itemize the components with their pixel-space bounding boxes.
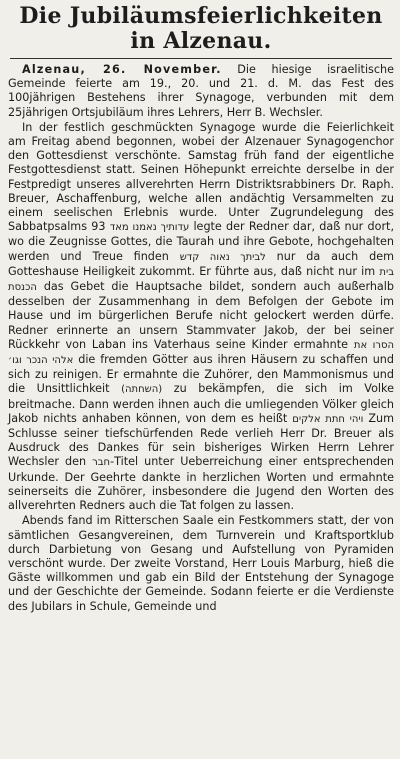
hebrew-quote: עדותיך נאמנו מאד [109, 222, 190, 234]
paragraph-text: Zum Schlusse seiner tiefschürfenden Rede verlieh Herr Dr. Breuer als Ausdruck des Dankes für sein bisheriges Wirken Herrn Lehrer Wechsler den [8, 411, 394, 469]
paragraph-text: legte der Redner dar, daß nur dort, wo die Zeugnisse Gottes, die Taurah und ihre Gebote, hochgehalten werden und Treue finden [8, 220, 395, 263]
hebrew-quote: ויהי חתת אלקים [292, 413, 364, 425]
hebrew-quote: בית הכנסת [8, 266, 394, 294]
article-headline [8, 4, 394, 54]
paragraph-text: In der festlich geschmückten Synagoge wurde die Feierlichkeit am Freitag abend begonnen, wobei der Alzenauer Synagogenchor den Gottesdienst verschönte. Samstag früh fand der eigentliche Festgottesdienst statt. Seinen Höhepunkt erreichte derselbe in der Festpredigt unseres allverehrten Herrn Distriktsrabbiners Dr. Raph. Breuer, Aschaffenburg, welche allen andächtig Versammelten zu einem seelischen Erlebnis wurde. Unter Zugrundelegung des Sabbatpsalms 93 [8, 120, 394, 234]
article-paragraph-3 [8, 514, 394, 613]
hebrew-quote: לביתך נאוה קדש [179, 251, 266, 263]
paragraph-text: nur da auch dem Gotteshause Heiligkeit zukommt. Er führte aus, daß nicht nur im [8, 249, 394, 278]
hebrew-quote: הסרו את אלהי הנכר וגו׳ [8, 339, 395, 367]
hebrew-quote: (השחתה) [121, 384, 163, 396]
article-paragraph-2 [8, 121, 394, 513]
article-body [8, 63, 394, 614]
paragraph-text: -Titel unter Ueberreichung einer entsprechenden Urkunde. Der Geehrte dankte in herzlichen Worten und ermahnte seinerseits die Zuhörer, insbesondere die Jugend den Worten des allverehrten Redners auch die Tat folgen zu lassen. [8, 455, 394, 513]
headline-line-1: Die Jubiläumsfeierlichkeiten [19, 3, 383, 29]
paragraph-text: die fremden Götter aus ihren Häusern zu schaffen und sich zu reinigen. Er ermahnte die Zuhörer, den Mammonismus und die Unsittlichkeit [8, 353, 394, 396]
dateline: Alzenau, 26. November. [22, 63, 222, 76]
headline-divider [10, 58, 392, 59]
article-paragraph-1 [8, 63, 394, 120]
paragraph-text: zu bekämpfen, die sich im Volke breitmache. Dann werden ihnen auch die umliegenden Völker gleich Jakob nichts anhaben können, von dem es heißt [8, 382, 395, 425]
hebrew-quote: חבר [92, 457, 111, 469]
paragraph-text: das Gebet die Hauptsache bildet, sondern auch außerhalb desselben der Zusammenhang in dem Befolgen der Gebote im Hause und im bürgerlichen Berufe nicht gelockert werden dürfe. Redner erinnerte an unsern Stammvater Jakob, der bei seiner Rückkehr von Laban ins Vaterhaus seine Kinder ermahnte [8, 280, 394, 351]
paragraph-text: Die hiesige israelitische Gemeinde feierte am 19., 20. und 21. d. M. das Fest des 100jährigen Bestehens ihrer Synagoge, verbunden mit dem 25jährigen Ortsjubiläum ihres Lehrers, Herr B. Wechsler. [8, 63, 395, 119]
headline-line-2: in Alzenau. [130, 28, 272, 54]
paragraph-text: Abends fand im Ritterschen Saale ein Festkommers statt, der von sämtlichen Gesangvereinen, dem Turnverein und Kraftsportklub durch Darbietung von Gesang und Aufstellung von Pyramiden verschönt wurde. Der zweite Vorstand, Herr Louis Marburg, hieß die Gäste willkommen und gab ein Bild der Entstehung der Synagoge und der Geschichte der Gemeinde. Sodann feierte er die Verdienste des Jubilars in Schule, Gemeinde und [8, 514, 394, 613]
